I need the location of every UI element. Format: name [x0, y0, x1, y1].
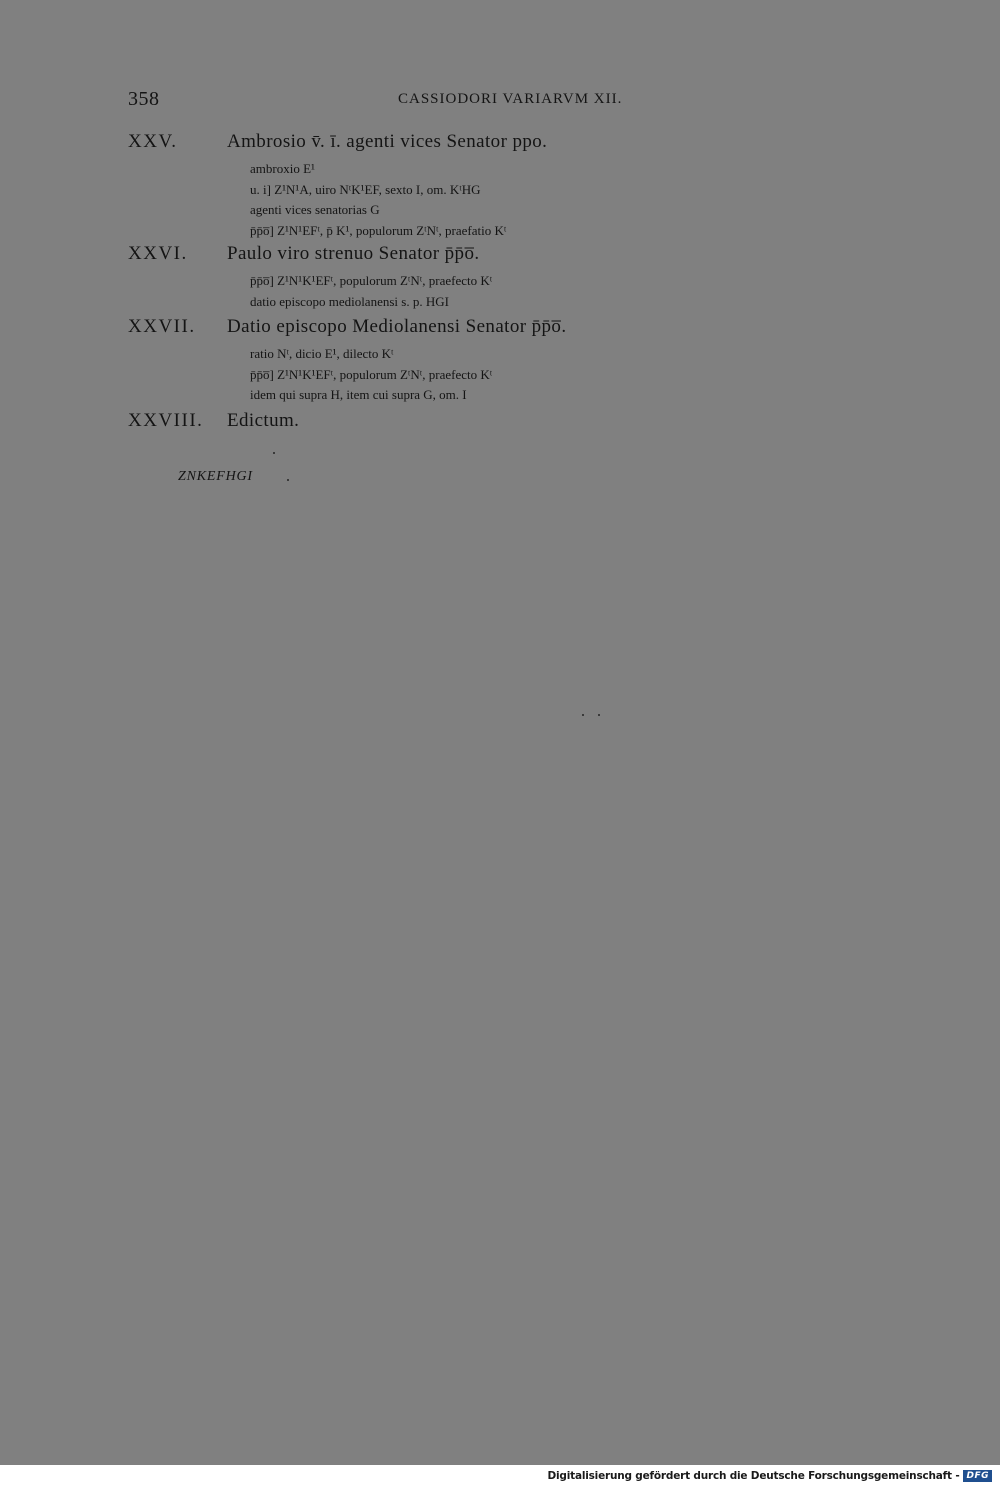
apparatus-note: u. i] Z¹N¹A, uiro NᵗK¹EF, sexto I, om. KᵗHG — [250, 181, 481, 197]
apparatus-note: ratio Nᵗ, dicio E¹, dilecto Kᵗ — [250, 346, 394, 361]
apparatus-note: agenti vices senatorias G — [250, 202, 380, 217]
apparatus-note: p̄p̄o̅] Z¹N¹K¹EFᵗ, populorum ZᵗNᵗ, praefecto Kᵗ — [250, 366, 493, 382]
digitization-footer — [0, 1465, 1000, 1487]
apparatus-notes — [250, 159, 506, 241]
entry-numeral: XXVIII. — [128, 410, 204, 431]
print-speck — [273, 452, 275, 454]
apparatus-notes — [250, 271, 492, 312]
page-number: 358 — [128, 88, 160, 110]
print-speck — [287, 479, 289, 481]
sigla-line: ZNKEFHGI — [178, 469, 253, 484]
apparatus-notes — [250, 344, 492, 406]
print-speck — [598, 714, 600, 716]
apparatus-note: p̄p̄o̅] Z¹N¹K¹EFᵗ, populorum ZᵗNᵗ, praefecto Kᵗ — [250, 273, 493, 288]
apparatus-note: p̄p̄o̅] Z¹N¹EFᵗ, p̄ K¹, populorum ZᵗNᵗ, praefatio Kᵗ — [250, 222, 507, 238]
print-speck — [582, 714, 584, 716]
dfg-logo-icon: DFG — [963, 1470, 992, 1482]
entry-numeral: XXV. — [128, 131, 178, 152]
entry-title: Paulo viro strenuo Senator p̄p̄o̅. — [227, 243, 480, 264]
entry-numeral: XXVI. — [128, 243, 188, 264]
apparatus-note: ambroxio E¹ — [250, 161, 315, 176]
entry-title: Ambrosio v̄. ī. agenti vices Senator ppo. — [227, 131, 548, 152]
entry-title: Edictum. — [227, 410, 300, 431]
running-title: CASSIODORI VARIARVM XII. — [398, 91, 623, 107]
entry-numeral: XXVII. — [128, 316, 196, 337]
apparatus-note: datio episcopo mediolanensi s. p. HGI — [250, 293, 449, 309]
footer-credit: Digitalisierung gefördert durch die Deutsche Forschungsgemeinschaft - — [547, 1470, 960, 1482]
apparatus-note: idem qui supra H, item cui supra G, om. I — [250, 387, 467, 402]
entry-title: Datio episcopo Mediolanensi Senator p̄p̄o̅. — [227, 316, 567, 337]
